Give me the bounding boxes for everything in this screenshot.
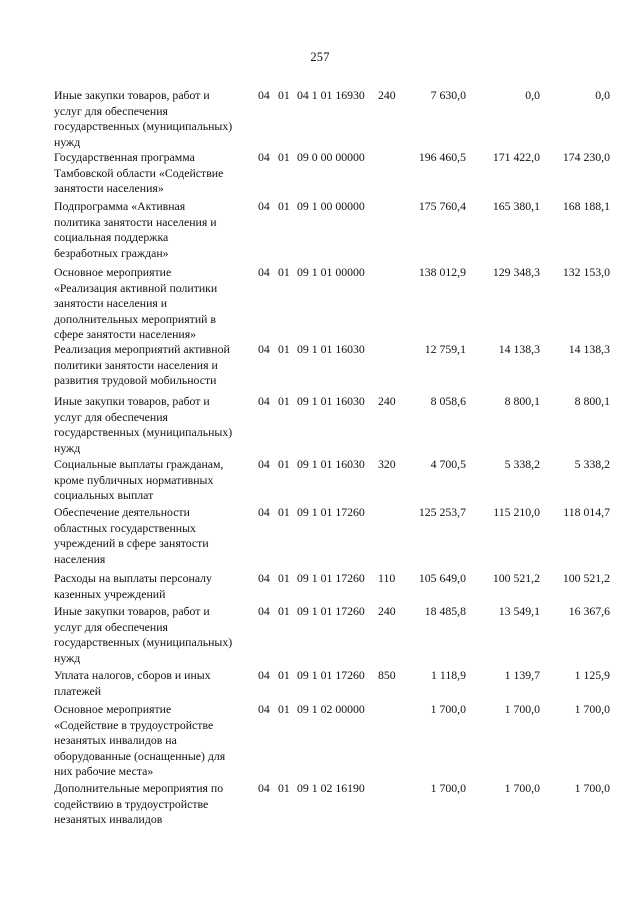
row-name-line: развития трудовой мобильности (54, 373, 217, 387)
amount-year-1: 175 760,4 (418, 199, 466, 213)
amount-year-2: 8 800,1 (504, 394, 540, 408)
row-name-line: политика занятости населения и (54, 214, 217, 229)
row-name-line: услуг для обеспечения (54, 103, 168, 118)
amount-year-1: 105 649,0 (418, 571, 466, 585)
amount-year-1: 12 759,1 (424, 342, 466, 356)
row-name-line: политики занятости населения и (54, 357, 218, 372)
expense-type-code: 320 (378, 457, 396, 471)
amount-year-1: 18 485,8 (424, 604, 466, 618)
section-code: 04 (258, 457, 270, 471)
amount-year-2: 13 549,1 (498, 604, 540, 618)
row-name-line: оборудованные (оснащенные) для (54, 748, 226, 763)
amount-year-1: 7 630,0 (430, 88, 466, 102)
section-code: 04 (258, 781, 270, 795)
row-name-line: Расходы на выплаты персоналу (54, 571, 212, 585)
row-name (54, 265, 258, 343)
row-name-line: социальная поддержка (54, 230, 169, 244)
amount-year-2: 100 521,2 (492, 571, 540, 585)
row-name-line: государственных (муниципальных) (54, 635, 233, 649)
row-name (54, 88, 258, 150)
amount-year-2: 5 338,2 (504, 457, 540, 471)
row-name (54, 150, 258, 197)
amount-year-3: 8 800,1 (574, 394, 610, 408)
amount-year-2: 165 380,1 (492, 199, 540, 213)
row-name-line: услуг для обеспечения (54, 409, 168, 424)
row-name-line: Иные закупки товаров, работ и (54, 604, 210, 618)
subsection-code: 01 (278, 457, 290, 471)
row-name-line: сфере занятости населения» (54, 327, 197, 341)
target-article-code: 09 1 01 16030 (297, 342, 365, 356)
row-name-line: Дополнительные мероприятия по (54, 781, 224, 795)
amount-year-1: 125 253,7 (418, 505, 466, 519)
row-name (54, 457, 258, 504)
amount-year-2: 1 700,0 (504, 702, 540, 716)
subsection-code: 01 (278, 604, 290, 618)
row-name-line: «Реализация активной политики (54, 280, 218, 295)
row-name-line: занятости населения и (54, 296, 168, 310)
subsection-code: 01 (278, 702, 290, 716)
subsection-code: 01 (278, 265, 290, 279)
expense-type-code: 850 (378, 668, 396, 682)
amount-year-2: 115 210,0 (493, 505, 540, 519)
amount-year-2: 129 348,3 (492, 265, 540, 279)
row-name-line: содействию в трудоустройстве (54, 796, 209, 811)
amount-year-3: 1 700,0 (574, 702, 610, 716)
row-name (54, 571, 258, 602)
row-name-line: Иные закупки товаров, работ и (54, 88, 210, 102)
subsection-code: 01 (278, 668, 290, 682)
row-name-line: областных государственных (54, 520, 196, 535)
row-name-line: учреждений в сфере занятости (54, 536, 209, 550)
row-name (54, 199, 258, 261)
amount-year-2: 171 422,0 (492, 150, 540, 164)
row-name-line: Основное мероприятие (54, 265, 172, 279)
expense-type-code: 110 (378, 571, 396, 585)
target-article-code: 04 1 01 16930 (297, 88, 365, 102)
target-article-code: 09 1 01 16030 (297, 394, 365, 408)
row-name-line: казенных учреждений (54, 586, 166, 601)
target-article-code: 09 1 00 00000 (297, 199, 365, 213)
amount-year-1: 1 118,9 (431, 668, 466, 682)
expense-type-code: 240 (378, 604, 396, 618)
amount-year-1: 8 058,6 (430, 394, 466, 408)
section-code: 04 (258, 265, 270, 279)
row-name-line: Тамбовской области «Содействие (54, 165, 224, 180)
row-name-line: социальных выплат (54, 488, 154, 502)
target-article-code: 09 1 01 17260 (297, 571, 365, 585)
subsection-code: 01 (278, 88, 290, 102)
amount-year-3: 1 700,0 (574, 781, 610, 795)
section-code: 04 (258, 702, 270, 716)
row-name (54, 702, 258, 780)
section-code: 04 (258, 604, 270, 618)
row-name-line: платежей (54, 683, 102, 698)
row-name-line: Социальные выплаты гражданам, (54, 457, 224, 471)
section-code: 04 (258, 342, 270, 356)
amount-year-3: 174 230,0 (562, 150, 610, 164)
amount-year-3: 14 138,3 (568, 342, 610, 356)
page-number: 257 (310, 50, 330, 64)
row-name-line: «Содействие в трудоустройстве (54, 717, 214, 732)
section-code: 04 (258, 505, 270, 519)
amount-year-2: 0,0 (525, 88, 540, 102)
row-name-line: государственных (муниципальных) (54, 119, 233, 133)
expense-type-code: 240 (378, 88, 396, 102)
row-name-line: Государственная программа (54, 150, 195, 164)
target-article-code: 09 1 01 00000 (297, 265, 365, 279)
target-article-code: 09 1 01 17260 (297, 505, 365, 519)
row-name-line: незанятых инвалидов (54, 812, 163, 826)
section-code: 04 (258, 668, 270, 682)
amount-year-1: 1 700,0 (430, 702, 466, 716)
amount-year-2: 14 138,3 (498, 342, 540, 356)
row-name-line: Иные закупки товаров, работ и (54, 394, 210, 408)
row-name-line: них рабочие места» (54, 764, 154, 778)
amount-year-3: 16 367,6 (568, 604, 610, 618)
amount-year-3: 5 338,2 (574, 457, 610, 471)
amount-year-3: 168 188,1 (562, 199, 610, 213)
row-name (54, 668, 258, 699)
row-name-line: государственных (муниципальных) (54, 425, 233, 439)
subsection-code: 01 (278, 394, 290, 408)
subsection-code: 01 (278, 781, 290, 795)
subsection-code: 01 (278, 571, 290, 585)
subsection-code: 01 (278, 505, 290, 519)
row-name-line: кроме публичных нормативных (54, 472, 214, 487)
row-name-line: услуг для обеспечения (54, 619, 168, 634)
row-name-line: безработных граждан» (54, 245, 169, 260)
target-article-code: 09 1 02 16190 (297, 781, 365, 795)
section-code: 04 (258, 150, 270, 164)
row-name (54, 394, 258, 456)
row-name-line: Уплата налогов, сборов и иных (54, 668, 211, 682)
section-code: 04 (258, 571, 270, 585)
amount-year-1: 196 460,5 (418, 150, 466, 164)
row-name (54, 604, 258, 666)
amount-year-2: 1 700,0 (504, 781, 540, 795)
target-article-code: 09 1 02 00000 (297, 702, 365, 716)
row-name-line: нужд (54, 650, 81, 665)
expense-type-code: 240 (378, 394, 396, 408)
row-name (54, 505, 258, 567)
row-name-line: занятости населения» (54, 181, 164, 195)
subsection-code: 01 (278, 342, 290, 356)
row-name (54, 781, 258, 828)
subsection-code: 01 (278, 150, 290, 164)
row-name-line: дополнительных мероприятий в (54, 311, 216, 326)
row-name-line: нужд (54, 440, 81, 455)
target-article-code: 09 1 01 17260 (297, 604, 365, 618)
row-name-line: Обеспечение деятельности (54, 505, 190, 519)
target-article-code: 09 1 01 16030 (297, 457, 365, 471)
target-article-code: 09 1 01 17260 (297, 668, 365, 682)
subsection-code: 01 (278, 199, 290, 213)
target-article-code: 09 0 00 00000 (297, 150, 365, 164)
row-name-line: Подпрограмма «Активная (54, 199, 186, 213)
section-code: 04 (258, 88, 270, 102)
amount-year-1: 1 700,0 (430, 781, 466, 795)
section-code: 04 (258, 199, 270, 213)
amount-year-1: 4 700,5 (430, 457, 466, 471)
amount-year-3: 0,0 (595, 88, 610, 102)
amount-year-3: 100 521,2 (562, 571, 610, 585)
row-name-line: Основное мероприятие (54, 702, 172, 716)
amount-year-3: 118 014,7 (563, 505, 610, 519)
amount-year-3: 1 125,9 (574, 668, 610, 682)
row-name-line: Реализация мероприятий активной (54, 342, 230, 356)
row-name-line: населения (54, 551, 106, 566)
amount-year-3: 132 153,0 (562, 265, 610, 279)
amount-year-2: 1 139,7 (504, 668, 540, 682)
row-name-line: нужд (54, 134, 81, 149)
row-name (54, 342, 258, 389)
amount-year-1: 138 012,9 (418, 265, 466, 279)
section-code: 04 (258, 394, 270, 408)
row-name-line: незанятых инвалидов на (54, 733, 177, 747)
